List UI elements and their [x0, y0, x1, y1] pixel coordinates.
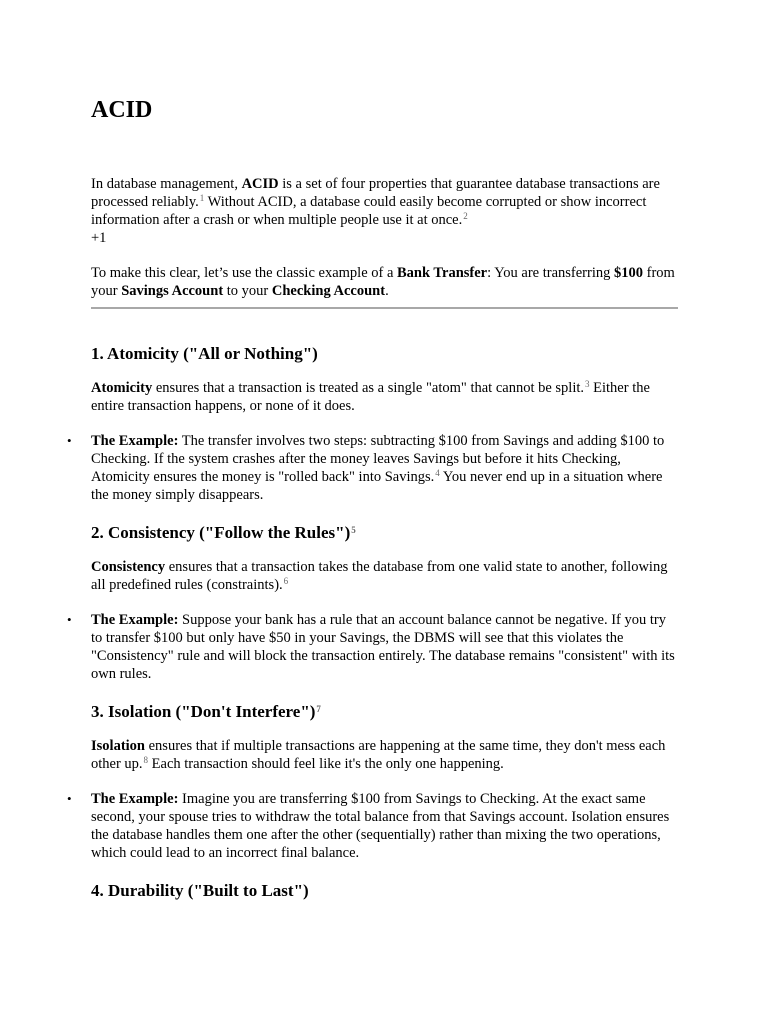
section-heading-text: 3. Isolation ("Don't Interfere")	[91, 702, 316, 721]
section-description-consistency	[91, 558, 678, 594]
example-text: Imagine you are transferring $100 from Savings to Checking. At the exact same second, your spouse tries to withdraw the total balance from that Savings account. Isolation ensures the database handles them one after the other (sequentially) rather than mixing the two operations, which could lead to an incorrect final balance.	[91, 791, 670, 861]
footnote-ref[interactable]: 7	[316, 704, 321, 714]
intro-text: Without ACID, a database could easily become corrupted or show incorrect information after a crash or when multiple people use it at once.	[91, 194, 647, 228]
example-text: The transfer involves two steps: subtracting $100 from Savings and adding $100 to Checking. If the system crashes after the money leaves Savings but before it hits Checking, Atomicity ensures the money is "rolled back" into Savings.	[91, 433, 665, 485]
bullet-icon: •	[67, 433, 72, 448]
example-label: The Example:	[91, 791, 179, 807]
section-description-isolation	[91, 737, 678, 773]
section-desc-text: Either the entire transaction happens, or none of it does.	[91, 380, 650, 414]
footnote-ref[interactable]: 5	[351, 525, 356, 535]
footnote-ref[interactable]: 2	[463, 211, 468, 221]
intro-text: is a set of four properties that guarantee database transactions are processed reliably.	[91, 176, 660, 210]
section-heading-text: 4. Durability ("Built to Last")	[91, 881, 309, 900]
section-term: Atomicity	[91, 380, 153, 396]
section-heading-text: 1. Atomicity ("All or Nothing")	[91, 344, 318, 363]
intro-paragraph	[91, 175, 678, 247]
footnote-ref[interactable]: 4	[435, 468, 440, 478]
example-text: You never end up in a situation where the money simply disappears.	[91, 469, 663, 503]
bank-transfer-term: Bank Transfer	[397, 265, 488, 281]
section-description-atomicity	[91, 379, 678, 415]
section-heading-text: 2. Consistency ("Follow the Rules")	[91, 523, 351, 542]
footnote-ref[interactable]: 8	[143, 755, 149, 765]
acid-term: ACID	[241, 176, 279, 192]
horizontal-divider	[91, 307, 678, 309]
section-heading-isolation	[91, 701, 678, 723]
example-intro-text: .	[385, 283, 389, 299]
savings-account-term: Savings Account	[121, 283, 224, 299]
section-desc-text: ensures that a transaction takes the database from one valid state to another, following all predefined rules (constraints).	[91, 559, 668, 593]
document-title: ACID	[91, 97, 153, 123]
intro-text: In database management,	[91, 176, 242, 192]
section-term: Isolation	[91, 738, 145, 754]
list-item	[67, 790, 678, 862]
bullet-icon: •	[67, 791, 72, 806]
example-intro-text: to your	[223, 283, 272, 299]
section-desc-text: Each transaction should feel like it's the only one happening.	[148, 756, 504, 772]
checking-account-term: Checking Account	[271, 283, 386, 299]
section-heading-atomicity	[91, 343, 678, 365]
list-item	[67, 611, 678, 683]
example-label: The Example:	[91, 612, 179, 628]
amount-term: $100	[613, 265, 643, 281]
example-list-isolation	[67, 790, 678, 862]
example-intro-text: : You are transferring	[487, 265, 614, 281]
list-item	[67, 432, 678, 504]
example-intro-text: from your	[91, 265, 675, 299]
bullet-icon: •	[67, 612, 72, 627]
section-heading-durability	[91, 880, 678, 902]
example-text: Suppose your bank has a rule that an account balance cannot be negative. If you try to transfer $100 but only have $50 in your Savings, the DBMS will see that this violates the "Consistency" rule and will block the transaction entirely. The database remains "consistent" with its own rules.	[91, 612, 675, 682]
section-heading-consistency	[91, 522, 678, 544]
section-desc-text: ensures that a transaction is treated as a single "atom" that cannot be split.	[152, 380, 585, 396]
example-list-atomicity	[67, 432, 678, 504]
section-desc-text: ensures that if multiple transactions are happening at the same time, they don't mess each other up.	[91, 738, 666, 772]
example-intro-paragraph	[91, 264, 678, 300]
plus-one-text: +1	[91, 230, 107, 246]
footnote-ref[interactable]: 3	[585, 379, 590, 389]
footnote-ref[interactable]: 6	[283, 576, 289, 586]
example-list-consistency	[67, 611, 678, 683]
example-label: The Example:	[91, 433, 179, 449]
example-intro-text: To make this clear, let’s use the classic example of a	[91, 265, 398, 281]
section-term: Consistency	[91, 559, 166, 575]
footnote-ref[interactable]: 1	[199, 193, 205, 203]
